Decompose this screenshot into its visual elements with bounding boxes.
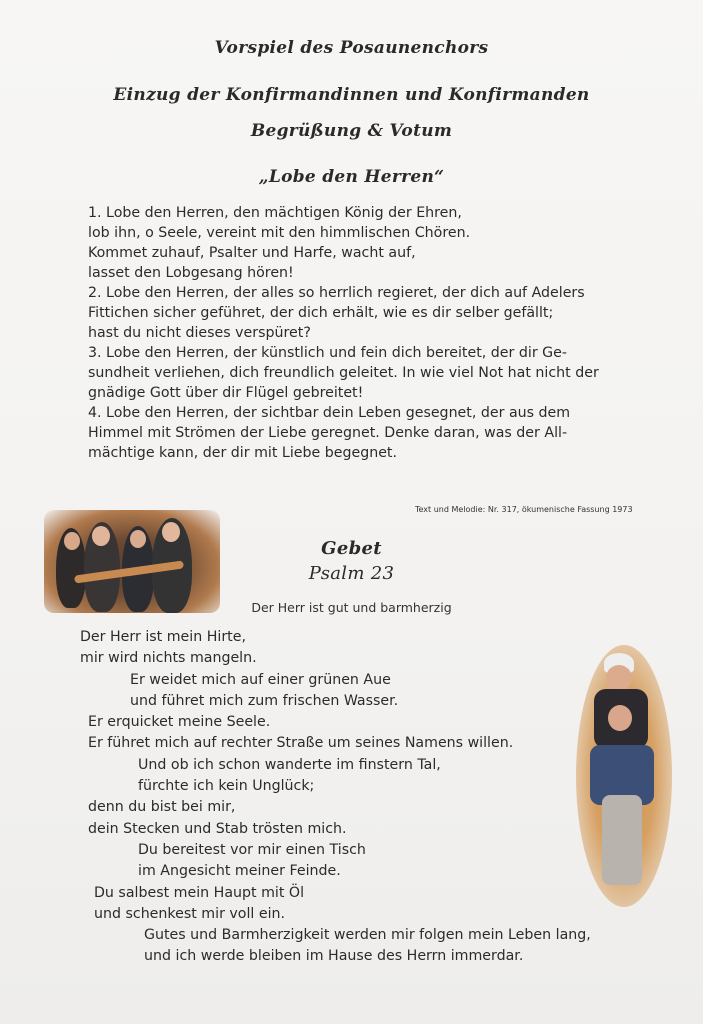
hymn-text: [88, 203, 648, 463]
psalm-line: Du bereitest vor mir einen Tisch: [138, 841, 366, 858]
hymn-line: sundheit verliehen, dich freundlich geleitet. In wie viel Not hat nicht der: [88, 365, 599, 381]
psalm-line: und ich werde bleiben im Hause des Herrn immerdar.: [144, 948, 524, 965]
psalm-line: Er erquicket meine Seele.: [88, 714, 271, 731]
psalm-line: Der Herr ist mein Hirte,: [80, 629, 246, 645]
heading-prelude: Vorspiel des Posaunenchors: [214, 38, 489, 58]
hymn-line: Fittichen sicher geführet, der dich erhält, wie es dir selber gefällt;: [88, 305, 554, 321]
hymn-line: lob ihn, o Seele, vereint mit den himmlischen Chören.: [88, 225, 471, 241]
psalm-subtitle: Der Herr ist gut und barmherzig: [251, 600, 452, 615]
psalm-line: Er führet mich auf rechter Straße um seines Namens willen.: [88, 735, 514, 752]
psalm-line: Er weidet mich auf einer grünen Aue: [130, 671, 391, 688]
psalm-line: Gutes und Barmherzigkeit werden mir folgen mein Leben lang,: [144, 927, 591, 944]
hymn-line: Himmel mit Strömen der Liebe geregnet. Denke daran, was der All-: [88, 425, 568, 441]
hymn-line: 1. Lobe den Herren, den mächtigen König der Ehren,: [88, 205, 462, 221]
duo-photo: [576, 645, 672, 907]
prayer-title: Gebet: [321, 538, 382, 559]
psalm-line: und führet mich zum frischen Wasser.: [130, 692, 399, 709]
hymn-line: gnädige Gott über dir Flügel gebreitet!: [88, 385, 364, 401]
hymn-line: hast du nicht dieses verspüret?: [88, 325, 311, 341]
group-photo: [44, 510, 220, 613]
hymn-line: 3. Lobe den Herren, der künstlich und fein dich bereitet, der dir Ge-: [88, 345, 568, 361]
hymn-line: 4. Lobe den Herren, der sichtbar dein Leben gesegnet, der aus dem: [88, 405, 571, 421]
heading-procession: Einzug der Konfirmandinnen und Konfirmanden: [113, 85, 590, 105]
psalm-line: im Angesicht meiner Feinde.: [138, 863, 341, 880]
psalm-title: Psalm 23: [308, 563, 395, 584]
psalm-line: dein Stecken und Stab trösten mich.: [88, 820, 347, 837]
psalm-text: [80, 627, 640, 968]
psalm-line: mir wird nichts mangeln.: [80, 650, 257, 667]
psalm-line: Du salbest mein Haupt mit Öl: [94, 884, 305, 901]
hymn-title: „Lobe den Herren“: [258, 167, 445, 187]
hymn-source: Text und Melodie: Nr. 317, ökumenische Fassung 1973: [415, 505, 633, 514]
hymn-line: Kommet zuhauf, Psalter und Harfe, wacht auf,: [88, 245, 416, 261]
psalm-line: Und ob ich schon wanderte im finstern Tal,: [138, 756, 441, 773]
hymn-line: 2. Lobe den Herren, der alles so herrlich regieret, der dich auf Adelers: [88, 285, 585, 301]
psalm-line: und schenkest mir voll ein.: [94, 905, 286, 922]
hymn-line: mächtige kann, der dir mit Liebe begegnet.: [88, 445, 398, 461]
psalm-line: denn du bist bei mir,: [88, 799, 236, 816]
heading-welcome: Begrüßung & Votum: [250, 121, 453, 141]
psalm-line: fürchte ich kein Unglück;: [138, 778, 315, 795]
hymn-line: lasset den Lobgesang hören!: [88, 265, 294, 281]
